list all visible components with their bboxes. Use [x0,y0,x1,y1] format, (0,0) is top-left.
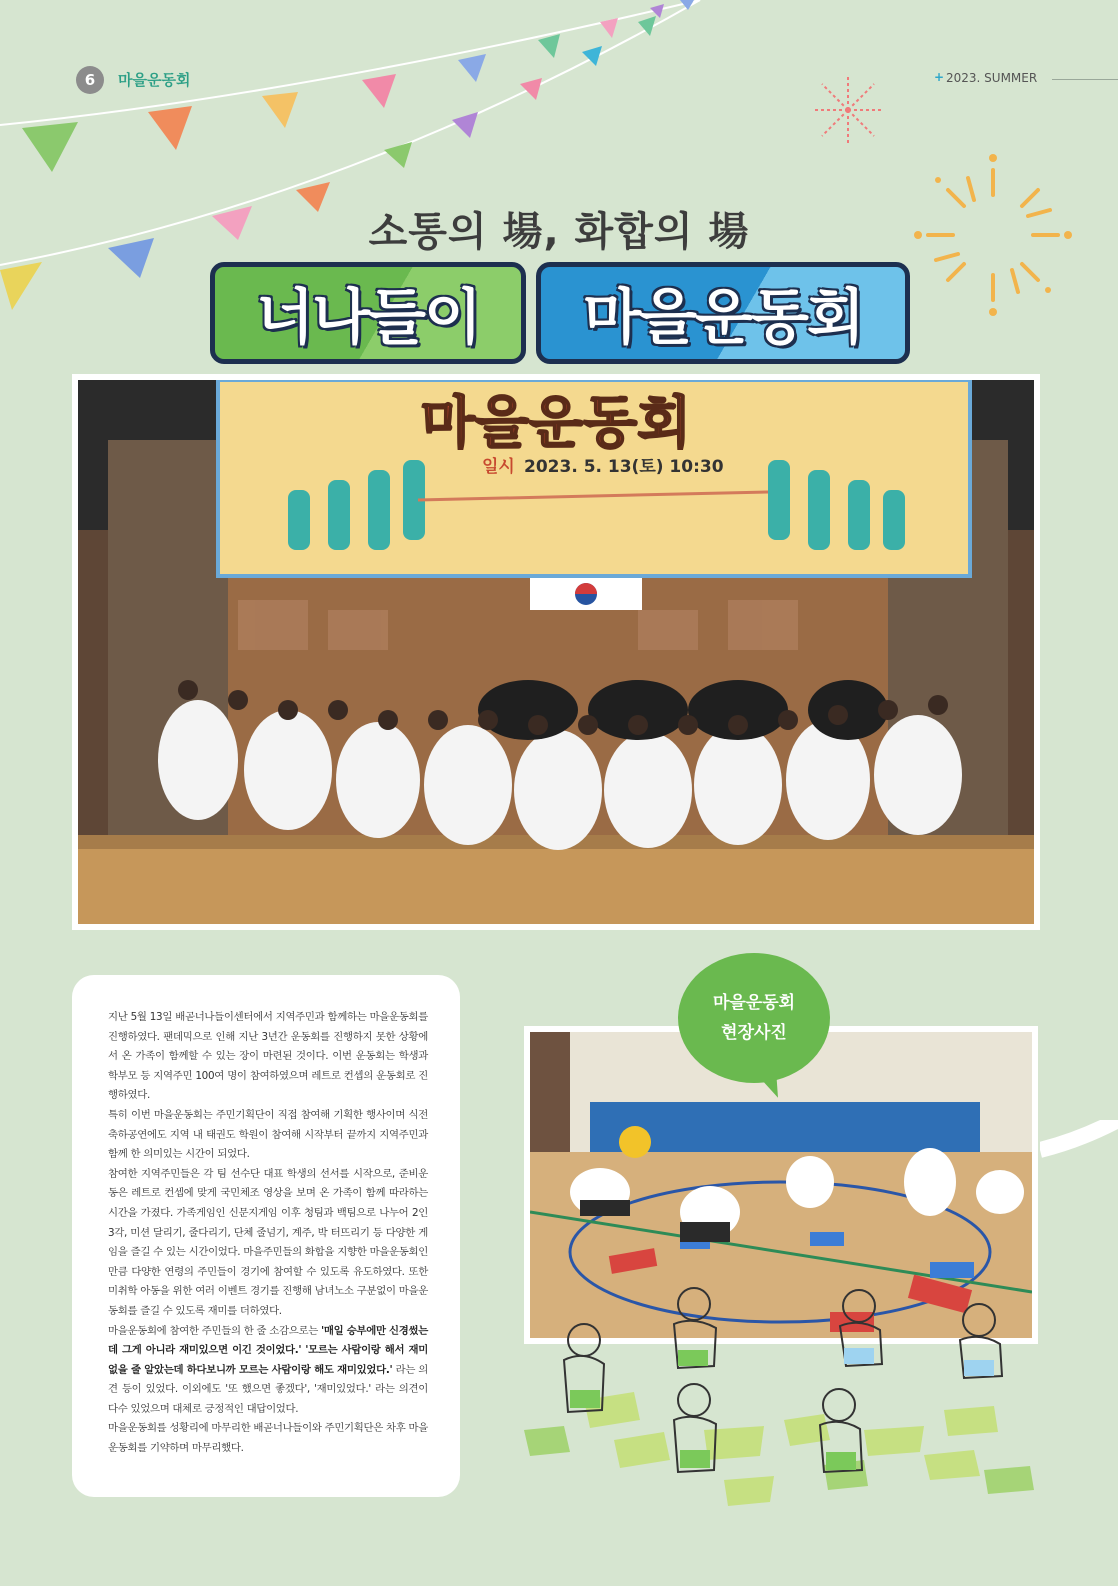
quote-2: '모르는 사람이랑 해서 재미없을 줄 알았는데 하다보니까 모르는 사람이랑 해도 재미있었다.' [108,1344,428,1376]
curve-decoration [1040,1120,1118,1200]
header-divider [1052,79,1118,80]
quote-outro: 라는 의견 등이 있었다. 이외에도 '또 했으면 좋겠다', '재미있었다.' 라는 의견이 다수 있었으며 대체로 긍정적인 대답이었다. [108,1363,429,1415]
title-part-2: 마을운동회 [536,262,910,364]
page-number: 6 [76,66,104,94]
bubble-line-1: 마을운동회 [712,993,796,1013]
banner-title: 마을운동회 [420,391,692,456]
main-group-photo [72,374,1040,930]
headline-subtitle: 소통의 場, 화합의 場 [368,209,750,255]
group-photo-illustration [78,380,1034,924]
children-game-illustration [524,1280,1044,1520]
section-label: 마을운동회 [118,71,191,89]
quote-intro: 마을운동회에 참여한 주민들의 한 줄 소감으로는 [108,1324,322,1337]
banner-date-label: 일시 [482,457,515,477]
title-part-1: 너나들이 [210,262,526,364]
article-closing: 마을운동회를 성황리에 마무리한 배곧너나들이와 주민기획단은 차후 마을운동회를 기약하며 마무리했다. [108,1422,428,1455]
plus-icon: + [934,70,945,84]
issue-label: 2023. SUMMER [946,71,1038,85]
banner-date: 2023. 5. 13(토) 10:30 [524,457,724,477]
article-paragraph-2: 특히 이번 마을운동회는 주민기획단이 직접 참여해 기획한 행사이며 식전 축하공연에도 지역 내 태권도 학원이 참여해 시작부터 끝까지 지역주민과 함께 한 의미있는 시간이 되었다. [108,1108,428,1161]
article-paragraph-1: 지난 5월 13일 배곧너나들이센터에서 지역주민과 함께하는 마을운동회를 진행하였다. 팬데믹으로 인해 지난 3년간 운동회를 진행하지 못한 상황에서 온 가족이 함께할 수 있는 장이 마련된 것이다. 이번 운동회는 학생과 학부모 등 지역주민 100여 명이 참여하였으며 레트로 컨셉의 운동회로 진행하였다. [108,1011,428,1102]
firework-small-decoration [810,72,886,148]
bubble-line-2: 현장사진 [721,1023,787,1043]
quote-1: '매일 승부에만 신경썼는데 그게 아니라 재미있으면 이긴 것이었다.' [108,1324,429,1357]
article-paragraph-3: 참여한 지역주민들은 각 팀 선수단 대표 학생의 선서를 시작으로, 준비운동은 레트로 컨셉에 맞게 국민체조 영상을 보며 온 가족이 함께 따라하는 시간을 가졌다. 가족게임인 신문지게임 이후 청팀과 백팀으로 나누어 2인3각, 미션 달리기, 줄다리기, 단체 줄넘기, 계주, 박 터뜨리기 등 다양한 게임을 즐길 수 있는 시간이었다. 마을주민들의 화합을 지향한 마을운동회인 만큼 다양한 연령의 주민들이 경기에 참여할 수 있도록 유도하였다. 또한 미취학 아동을 위한 여러 이벤트 경기를 진행해 남녀노소 구분없이 마을운동회를 즐길 수 있도록 재미를 더하였다. [108,1167,428,1317]
headline-title [210,262,910,358]
photo-caption-bubble [678,953,830,1083]
article-card [72,975,460,1497]
article-paragraph-quotes [108,1322,428,1420]
